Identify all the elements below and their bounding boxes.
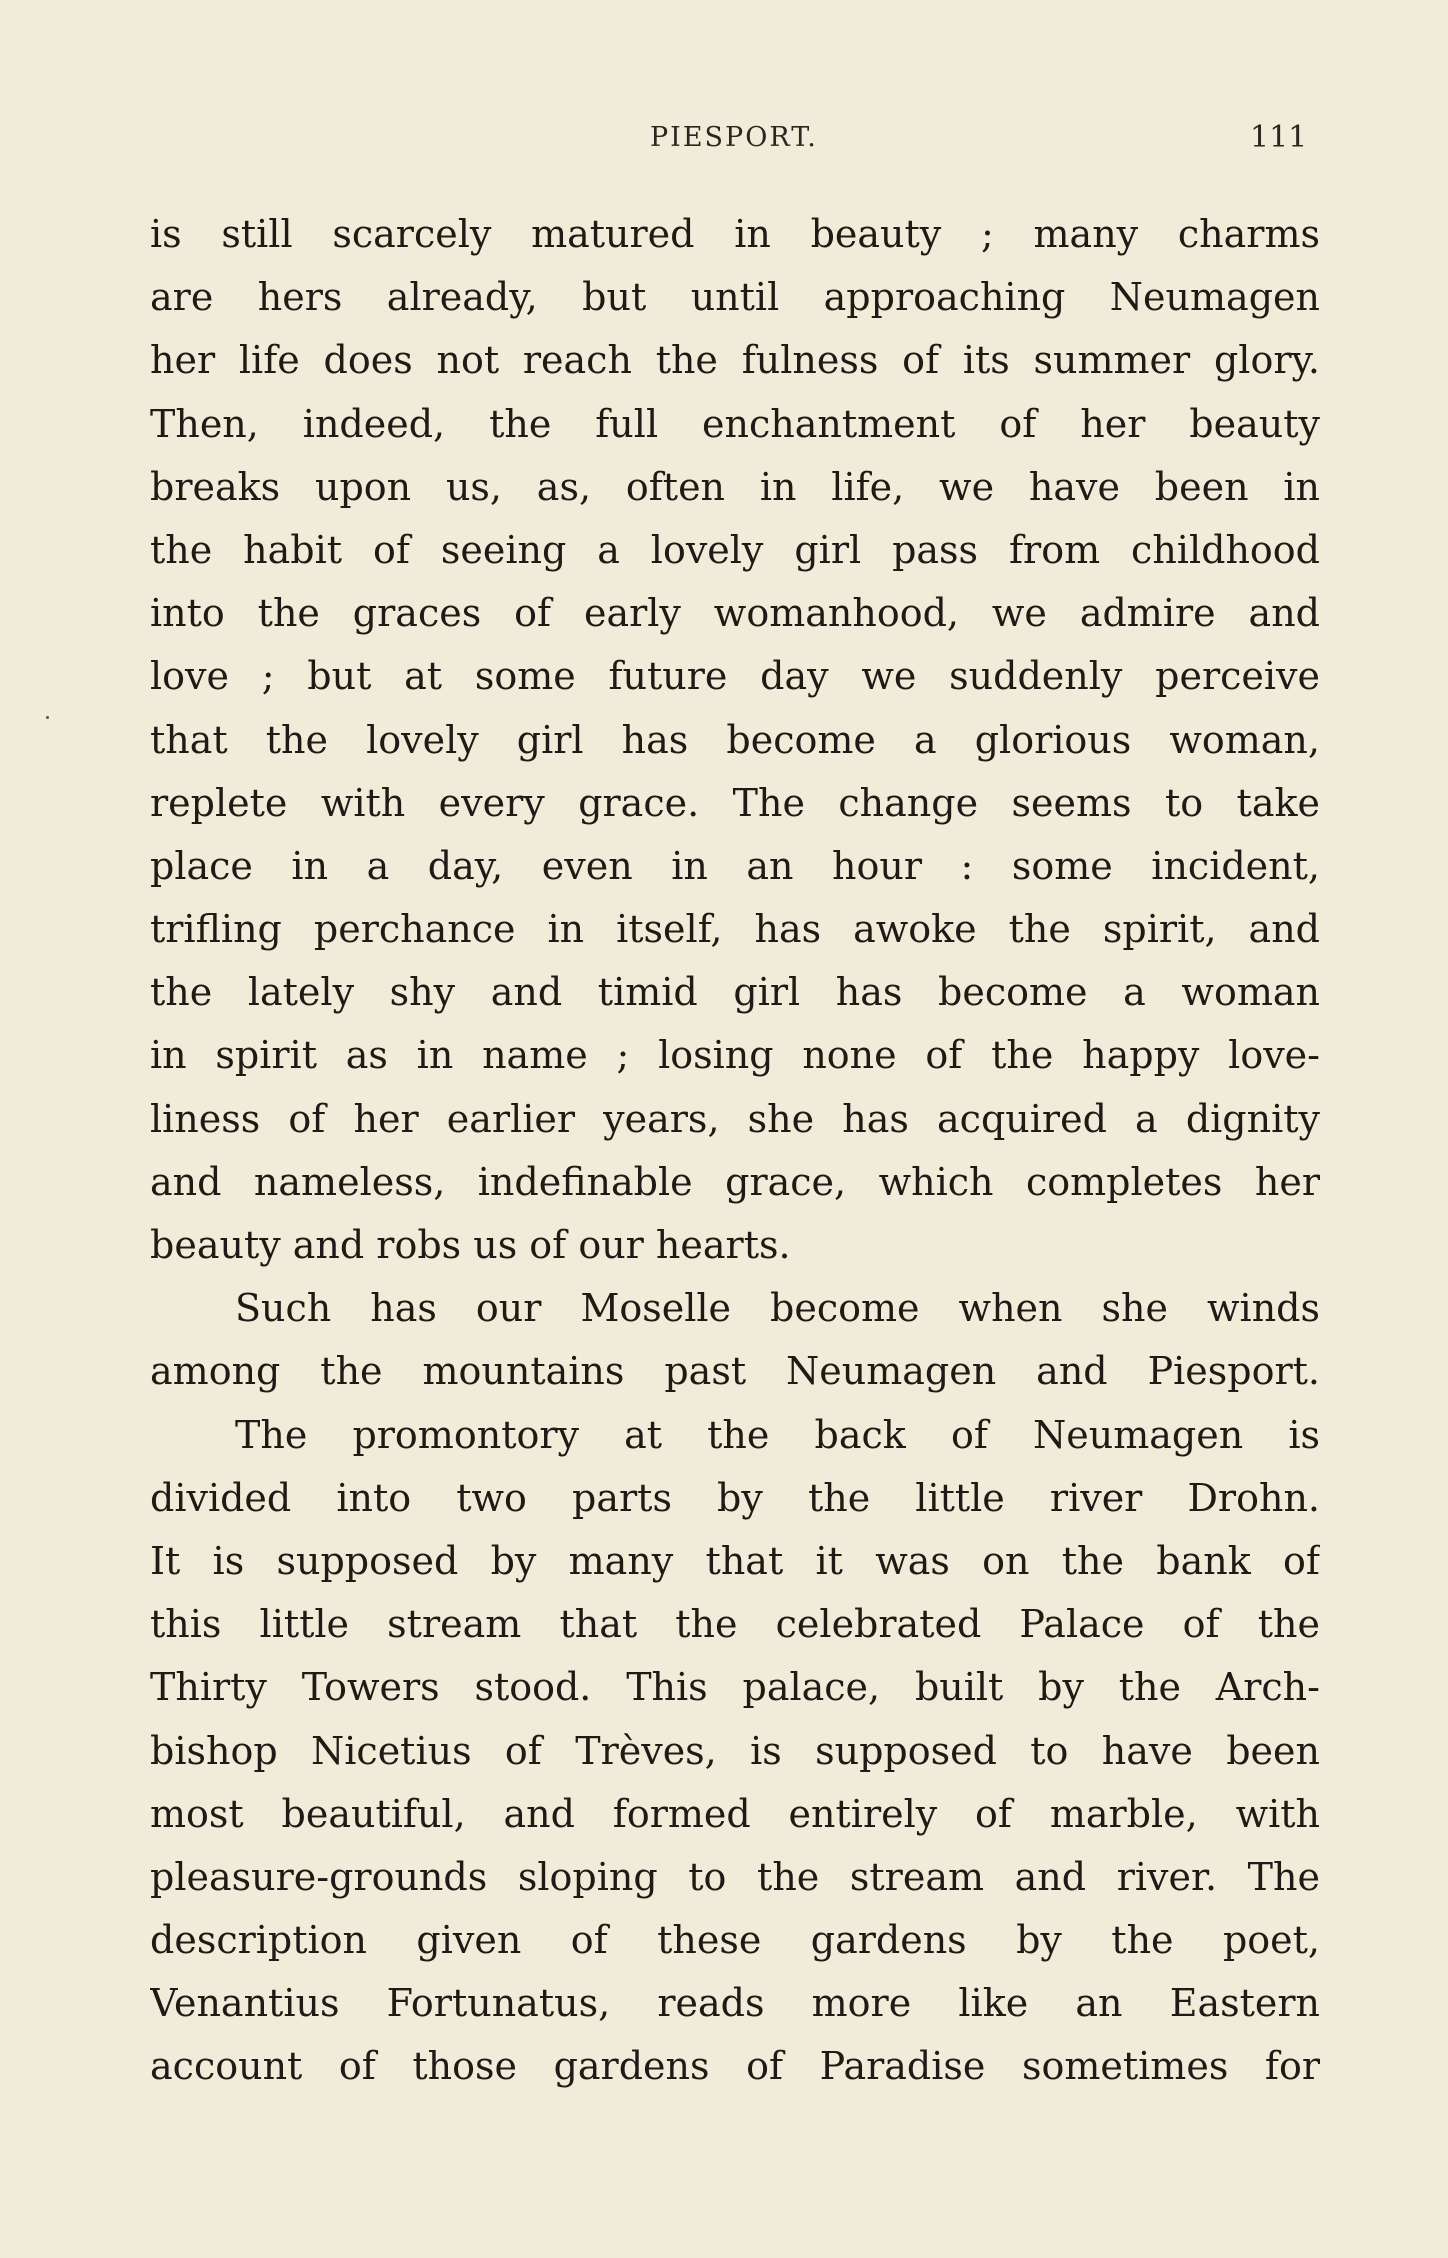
running-head [0,118,1448,158]
text-line: replete with every grace. The change seems to take [150,780,1320,825]
text-line: trifling perchance in itself, has awoke the spirit, and [150,907,1320,952]
text-line: beauty and robs us of our hearts. [150,1223,791,1267]
text-line: liness of her earlier years, she has acquired a dignity [150,1096,1320,1141]
text-line: most beautiful, and formed entirely of marble, with [150,1791,1320,1836]
text-line: description given of these gardens by the poet, [150,1918,1320,1963]
text-line: that the lovely girl has become a glorious woman, [150,717,1320,762]
text-line: is still scarcely matured in beauty ; many charms [150,212,1320,256]
running-title: PIESPORT. [650,122,818,153]
text-line: in spirit as in name ; losing none of the happy love- [150,1033,1320,1078]
text-line: this little stream that the celebrated Palace of the [150,1602,1320,1647]
text-line: The promontory at the back of Neumagen is [235,1412,1320,1457]
text-line: among the mountains past Neumagen and Piesport. [150,1349,1320,1394]
text-line: bishop Nicetius of Trèves, is supposed to have been [150,1728,1320,1773]
text-line: the habit of seeing a lovely girl pass from childhood [150,527,1320,572]
text-line: It is supposed by many that it was on the bank of [150,1538,1320,1583]
ink-speck [46,716,49,719]
text-line: Thirty Towers stood. This palace, built by the Arch- [150,1665,1320,1710]
text-line: the lately shy and timid girl has become a woman [150,970,1320,1015]
text-line: are hers already, but until approaching Neumagen [150,275,1320,320]
page-number: 111 [1250,120,1308,155]
text-line: love ; but at some future day we suddenly perceive [150,654,1320,699]
text-line: into the graces of early womanhood, we admire and [150,591,1320,636]
text-line: divided into two parts by the little river Drohn. [150,1475,1320,1520]
text-line: breaks upon us, as, often in life, we have been in [150,464,1320,509]
text-line: her life does not reach the fulness of its summer glory. [150,338,1320,383]
text-line: place in a day, even in an hour : some incident, [150,843,1320,888]
text-line: Venantius Fortunatus, reads more like an Eastern [150,1981,1320,2026]
text-line: and nameless, indefinable grace, which completes her [150,1159,1320,1204]
text-line: pleasure-grounds sloping to the stream and river. The [150,1854,1320,1899]
text-line: account of those gardens of Paradise sometimes for [150,2044,1320,2089]
text-line: Then, indeed, the full enchantment of her beauty [150,401,1320,446]
text-line: Such has our Moselle become when she winds [235,1286,1320,1331]
body-text [150,203,1320,2099]
